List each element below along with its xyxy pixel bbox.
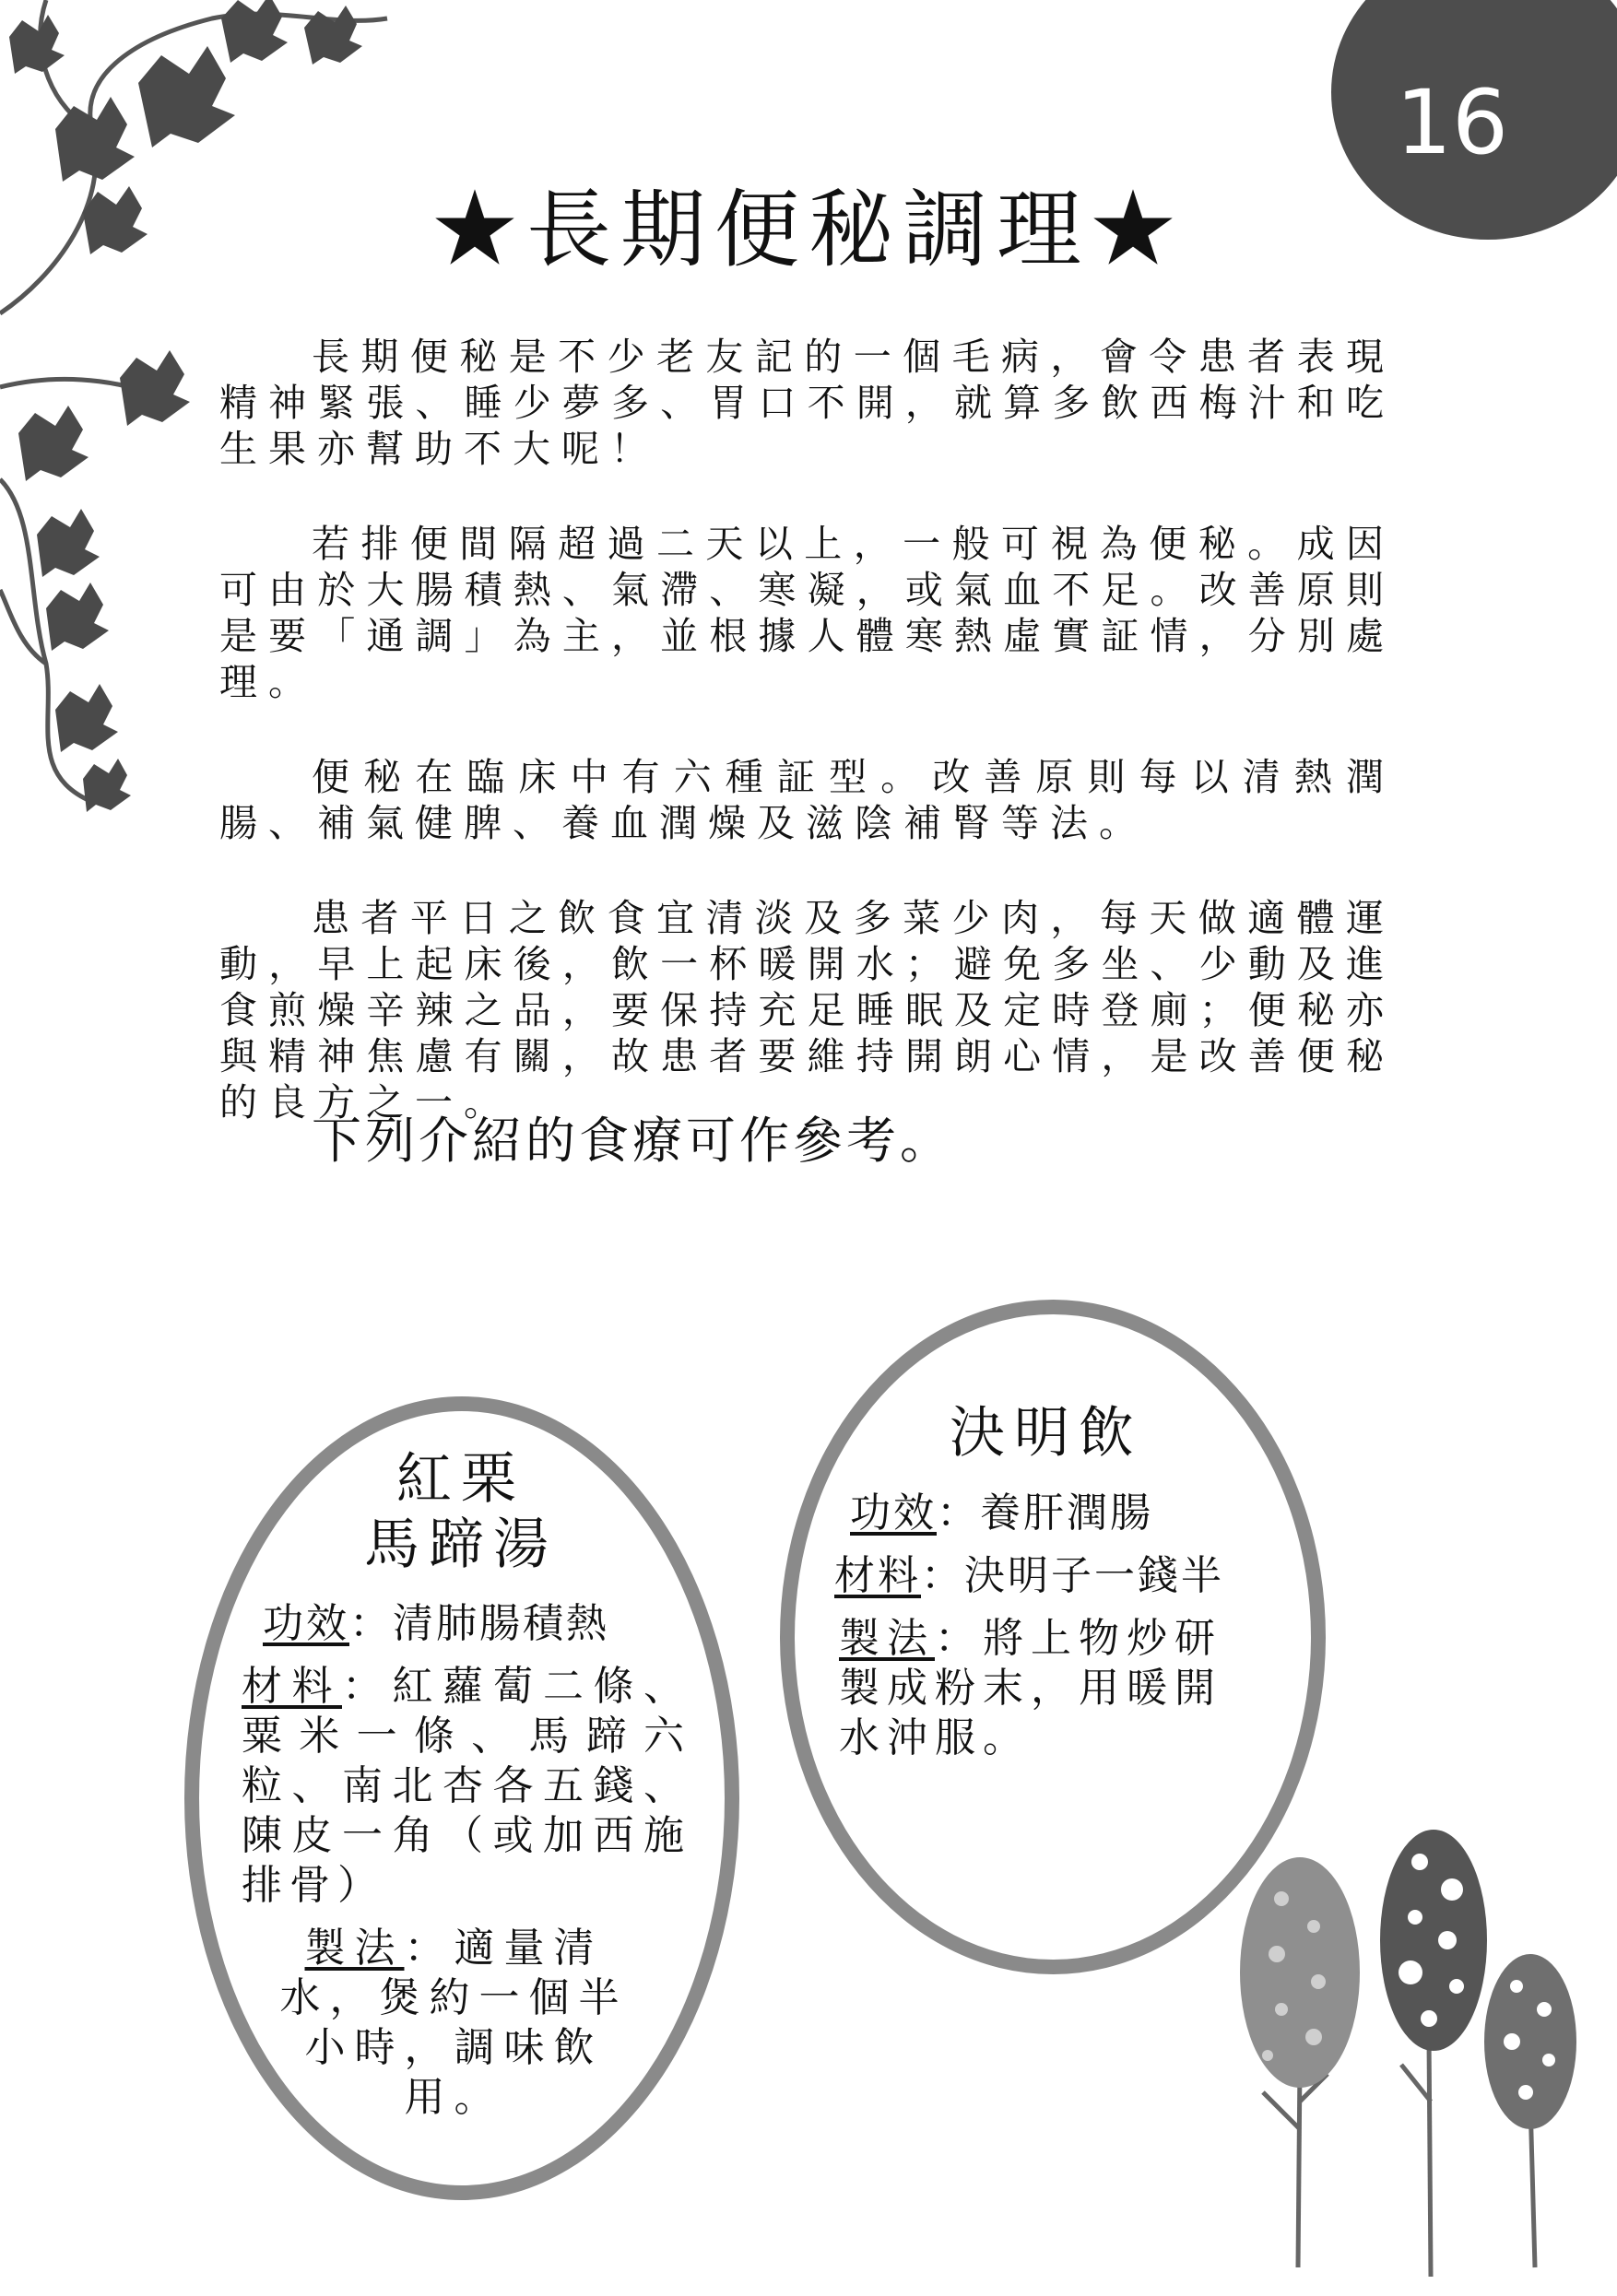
method-label: 製法 (839, 1615, 935, 1662)
ingredients-text: ：紅蘿蔔二條、粟米一條、馬蹄六粒、南北杏各五錢、陳皮一角（或加西施排骨） (242, 1663, 691, 1909)
recipe-left-effect (230, 1599, 691, 1649)
method-text: ：適量清水，煲約一個半小時，調味飲用。 (279, 1925, 629, 2121)
article-body (219, 334, 1395, 1174)
effect-text: ：清肺腸積熱 (349, 1600, 609, 1647)
page-number: 16 (1395, 71, 1509, 174)
recipe-right-ingredients (830, 1551, 1272, 1601)
recipe-left-details (230, 1599, 691, 2136)
paragraph-2: 若排便間隔超過二天以上，一般可視為便秘。成因可由於大腸積熱、氣滯、寒凝，或氣血不足。改善原則是要「通調」為主，並根據人體寒熱虛實証情，分別處理。 (219, 522, 1395, 704)
ingredients-label: 材料 (242, 1663, 342, 1710)
effect-text: ：養肝潤腸 (937, 1489, 1153, 1537)
effect-label: 功效 (850, 1489, 937, 1537)
recipe-right-details (830, 1489, 1272, 1776)
recipe-left-ingredients (230, 1662, 691, 1911)
recipe-left-title (240, 1447, 682, 1578)
ingredients-label: 材料 (834, 1552, 921, 1599)
recipe-left-title-line2: 馬蹄湯 (364, 1512, 558, 1577)
trees-decoration (1226, 1825, 1595, 2286)
recipe-right-title: 決明飲 (950, 1401, 1143, 1466)
recipe-right-method (830, 1614, 1272, 1763)
method-label: 製法 (304, 1925, 405, 1972)
page-title: ★長期便秘調理★ (431, 181, 1185, 279)
effect-label: 功效 (263, 1600, 349, 1647)
method-text: ：將上物炒研製成粉末，用暖開水沖服。 (839, 1615, 1222, 1761)
ingredients-text: ：決明子一錢半 (921, 1552, 1224, 1599)
recipe-left-title-line1: 紅栗 (396, 1447, 525, 1512)
paragraph-4: 患者平日之飲食宜清淡及多菜少肉，每天做適體運動，早上起床後，飲一杯暖開水；避免多坐、少動及進食煎燥辛辣之品，要保持充足睡眠及定時登廁；便秘亦與精神焦慮有關，故患者要維持開朗心情，是改善便秘的良方之一。 (219, 896, 1395, 1124)
paragraph-1: 長期便秘是不少老友記的一個毛病，會令患者表現精神緊張、睡少夢多、胃口不開，就算多飲西梅汁和吃生果亦幫助不大呢！ (219, 335, 1395, 471)
recipe-right-effect (830, 1489, 1272, 1538)
recipe-left-method (230, 1924, 691, 2123)
recipe-intro: 下列介紹的食療可作參考。 (312, 1112, 953, 1170)
paragraph-3: 便秘在臨床中有六種証型。改善原則每以清熱潤腸、補氣健脾、養血潤燥及滋陰補腎等法。 (219, 755, 1395, 845)
